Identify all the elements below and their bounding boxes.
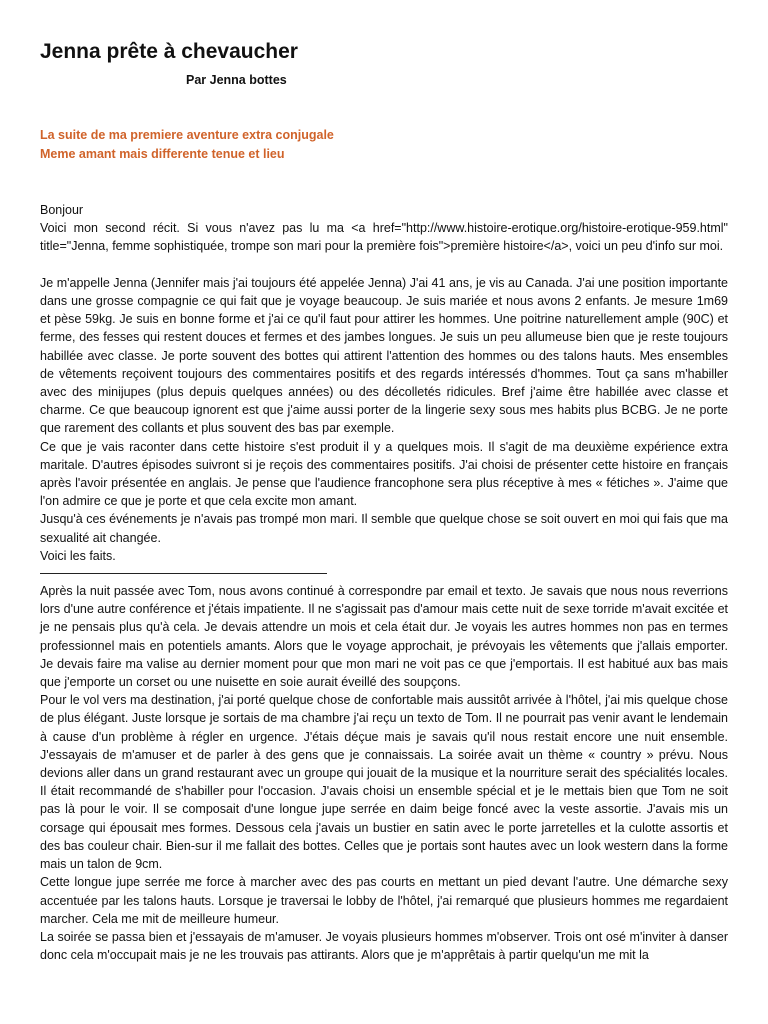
paragraph-gap <box>40 256 728 274</box>
story-paragraph: Cette longue jupe serrée me force à marcher avec des pas courts en mettant un pied devant l'autre. Une démarche sexy accentuée par les talons hauts. Lorsque je traversai le lobby de l'hôtel, j'ai remarqué que plusieurs hommes me regardaient marcher. Cela me mit de meilleure humeur. <box>40 875 728 926</box>
story-subtitle <box>40 126 334 164</box>
subtitle-line: La suite de ma premiere aventure extra conjugale <box>40 128 334 142</box>
story-paragraph: Après la nuit passée avec Tom, nous avons continué à correspondre par email et texto. Je savais que nous nous reverrions lors d'une autre conférence et j'étais impatiente. Il ne s'agissait pas d'amour mais cette nuit de sexe torride m'avait excitée et je ne pensais plus qu'à cela. Je devais attendre un mois et cela était dur. Je voyais les autres hommes non pas en termes professionnel mais en potentiels amants. Alors que le voyage approchait, je prévoyais les vêtements que j'allais emporter. Je devais faire ma valise au dernier moment pour que mon mari ne voit pas ce que j'emportais. Il est habitué aux bas mais que j'emporte un corset ou une nuisette en soie aurait éveillé des soupçons. <box>40 584 728 690</box>
section-divider <box>40 573 327 574</box>
story-author: Par Jenna bottes <box>186 73 287 87</box>
story-body <box>40 201 728 964</box>
greeting-paragraph: Bonjour <box>40 203 84 217</box>
story-title: Jenna prête à chevaucher <box>40 40 298 63</box>
about-paragraph: Voici les faits. <box>40 548 116 563</box>
story-paragraph: Pour le vol vers ma destination, j'ai porté quelque chose de confortable mais aussitôt arrivée à l'hôtel, j'ai mis quelque chose de plus élégant. Juste lorsque je sortais de ma chambre j'ai reçu un texto de Tom. Il ne pourrait pas venir avant le lendemain à cause d'un problème à régler en urgence. J'étais déçue mais je savais qu'il nous restait encore une nuit ensemble. J'essayais de m'amuser et de parler à des gens que je connaissais. La soirée avait un thème « country » prévu. Nous devions aller dans un grand restaurant avec un groupe qui jouait de la musique et la nourriture serait des spécialités locales. Il était recommandé de s'habiller pour l'occasion. J'avais choisi un ensemble spécial et je le mettais bien que Tom ne soit pas là pour le voir. Il se composait d'une longue jupe serrée en daim beige foncé avec la veste assortie. J'avais mis un corsage qui épousait mes formes. Dessous cela j'avais un bustier en satin avec le porte jarretelles et la culotte assortis et des bas couleur chair. Bien-sur il me fallait des bottes. Celles que je portais sont hautes avec un look western dans la forme mais un talon de 9cm. <box>40 693 728 872</box>
about-paragraph: Ce que je vais raconter dans cette histoire s'est produit il y a quelques mois. Il s'agit de ma deuxième expérience extra maritale. D'autres épisodes suivront si je reçois des commentaires positifs. J'ai choisi de présenter cette histoire en français après l'avoir présentée en anglais. Je pense que l'audience francophone sera plus réceptive à mes « fétiches ». J'aime que l'on admire ce que je porte et que cela excite mon amant. <box>40 439 728 509</box>
story-paragraph: La soirée se passa bien et j'essayais de m'amuser. Je voyais plusieurs hommes m'observer. Trois ont osé m'inviter à danser donc cela m'occupait mais je ne les trouvais pas attirants. Alors que je m'apprêtais à partir quelqu'un me mit la <box>40 929 728 963</box>
about-paragraph: Je m'appelle Jenna (Jennifer mais j'ai toujours été appelée Jenna) J'ai 41 ans, je vis au Canada. J'ai une position importante dans une grosse compagnie ce qui fait que je voyage beaucoup. Je suis mariée et nous avons 2 enfants. Je mesure 1m69 et pèse 59kg. Je suis en bonne forme et j'ai ce qu'il faut pour attirer les hommes. Une poitrine naturellement ample (90C) et ferme, des fesses qui restent douces et fermes et des jambes longues. Je suis un peu allumeuse bien que je reste toujours habillée avec classe. Je porte souvent des bottes qui attirent l'attention des hommes ou des talons hauts. Mes ensembles de vêtements reçoivent toujours des commentaires positifs et des regards intéressés d'hommes. Tout ça sans m'habiller avec des minijupes (plus depuis quelques années) ou des décolletés ridicules. Bref j'aime être habillée avec classe et charme. Ce que beaucoup ignorent est que j'aime aussi porter de la lingerie sexy sous mes habits plus BCBG. Je ne porte que rarement des collants et plus souvent des bas par exemple. <box>40 275 728 436</box>
intro-paragraph: Voici mon second récit. Si vous n'avez pas lu ma <a href="http://www.histoire-erotique.org/histoire-erotique-959.html" title="Jenna, femme sophistiquée, trompe son mari pour la première fois">première histoire</a>, voici un peu d'info sur moi. <box>40 221 728 254</box>
about-paragraph: Jusqu'à ces événements je n'avais pas trompé mon mari. Il semble que quelque chose se soit ouvert en moi qui fais que ma sexualité ait changée. <box>40 512 728 545</box>
subtitle-line: Meme amant mais differente tenue et lieu <box>40 147 285 161</box>
